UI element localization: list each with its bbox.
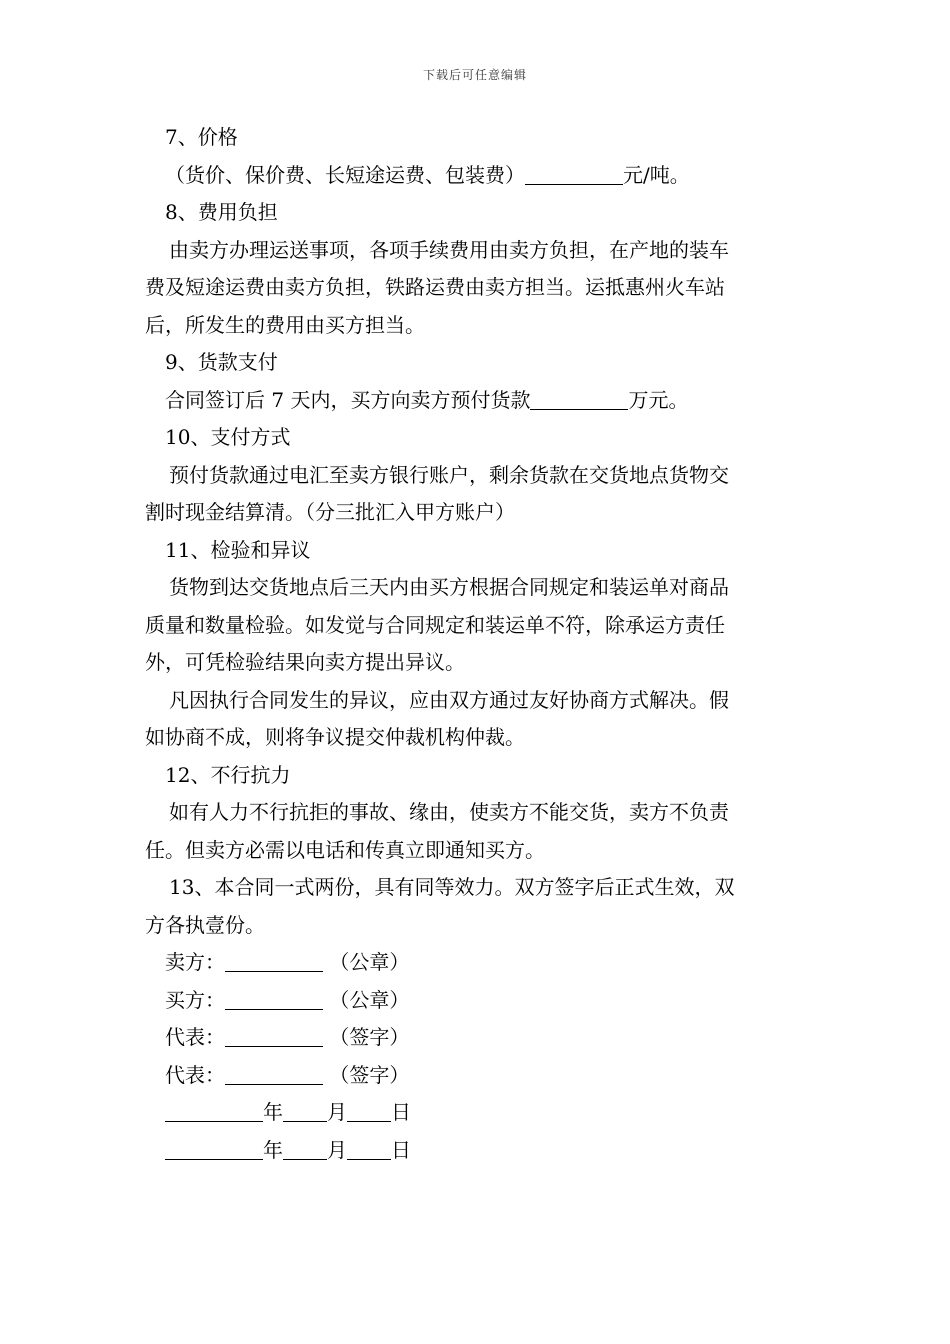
section-title-inspection: 11、检验和异议 bbox=[165, 537, 311, 562]
section-title-payment: 9、货款支付 bbox=[165, 350, 278, 374]
date-line-1 bbox=[145, 1094, 807, 1132]
signature-note: （签字） bbox=[329, 1025, 410, 1049]
inspection-line-2: 质量和数量检验。如发觉与合同规定和装运单不符，除承运方责任 bbox=[145, 612, 725, 637]
section-title-method: 10、支付方式 bbox=[165, 425, 291, 449]
signature-blank[interactable] bbox=[225, 951, 323, 972]
cost-line-2: 费及短途运费由卖方负担，铁路运费由卖方担当。运抵惠州火车站 bbox=[145, 275, 725, 299]
force-line-2: 任。但卖方必需以电话和传真立即通知买方。 bbox=[145, 837, 545, 862]
signature-blank[interactable] bbox=[225, 1026, 323, 1047]
section-title-price: 7、价格 bbox=[165, 125, 238, 149]
signature-note: （公章） bbox=[329, 950, 410, 974]
signature-note: （签字） bbox=[329, 1062, 410, 1087]
day-label: 日 bbox=[391, 1137, 411, 1162]
day-blank[interactable] bbox=[347, 1101, 391, 1122]
method-line-2: 割时现金结算清。（分三批汇入甲方账户） bbox=[145, 500, 515, 524]
effect-line-1: 13、本合同一式两份，具有同等效力。双方签字后正式生效，双 bbox=[169, 875, 735, 899]
signature-blank[interactable] bbox=[225, 1064, 323, 1085]
signature-label: 代表： bbox=[165, 1025, 225, 1049]
signature-representative-2 bbox=[145, 1057, 807, 1095]
day-label: 日 bbox=[391, 1100, 411, 1124]
signature-seller bbox=[145, 944, 807, 982]
month-label: 月 bbox=[327, 1137, 347, 1162]
section-title-force: 12、不行抗力 bbox=[165, 762, 291, 787]
cost-line-3: 后，所发生的费用由买方担当。 bbox=[145, 312, 425, 337]
year-label: 年 bbox=[263, 1100, 283, 1124]
day-blank[interactable] bbox=[347, 1139, 391, 1160]
payment-line bbox=[145, 382, 807, 420]
signature-blank[interactable] bbox=[225, 989, 323, 1010]
inspection-line-5: 如协商不成，则将争议提交仲裁机构仲裁。 bbox=[145, 725, 525, 749]
signature-label: 卖方： bbox=[165, 950, 225, 974]
signature-buyer bbox=[145, 982, 807, 1020]
price-line bbox=[145, 157, 807, 195]
effect-line-2: 方各执壹份。 bbox=[145, 912, 265, 937]
inspection-line-1: 货物到达交货地点后三天内由买方根据合同规定和装运单对商品 bbox=[169, 575, 729, 599]
payment-blank[interactable] bbox=[530, 389, 628, 410]
year-label: 年 bbox=[263, 1137, 283, 1162]
month-blank[interactable] bbox=[283, 1101, 327, 1122]
month-blank[interactable] bbox=[283, 1139, 327, 1160]
month-label: 月 bbox=[327, 1100, 347, 1124]
price-suffix: 元/吨。 bbox=[623, 162, 690, 187]
page-header: 下载后可任意编辑 bbox=[422, 68, 527, 82]
signature-label: 买方： bbox=[165, 987, 225, 1012]
section-title-cost: 8、费用负担 bbox=[165, 200, 278, 224]
inspection-line-3: 外，可凭检验结果向卖方提出异议。 bbox=[145, 650, 465, 674]
cost-line-1: 由卖方办理运送事项，各项手续费用由卖方负担，在产地的装车 bbox=[169, 237, 729, 262]
inspection-line-4: 凡因执行合同发生的异议，应由双方通过友好协商方式解决。假 bbox=[169, 687, 729, 712]
year-blank[interactable] bbox=[165, 1101, 263, 1122]
signature-note: （公章） bbox=[329, 987, 410, 1012]
payment-suffix: 万元。 bbox=[628, 387, 689, 412]
price-prefix: （货价、保价费、长短途运费、包装费） bbox=[165, 162, 525, 187]
contract-body bbox=[145, 119, 807, 1169]
method-line-1: 预付货款通过电汇至卖方银行账户，剩余货款在交货地点货物交 bbox=[169, 462, 729, 487]
payment-prefix: 合同签订后 7 天内，买方向卖方预付货款 bbox=[165, 387, 531, 412]
year-blank[interactable] bbox=[165, 1139, 263, 1160]
date-line-2 bbox=[145, 1132, 807, 1170]
signature-representative-1 bbox=[145, 1019, 807, 1057]
signature-label: 代表： bbox=[165, 1062, 225, 1087]
price-blank[interactable] bbox=[525, 164, 623, 185]
force-line-1: 如有人力不行抗拒的事故、缘由，使卖方不能交货，卖方不负责 bbox=[169, 800, 729, 824]
